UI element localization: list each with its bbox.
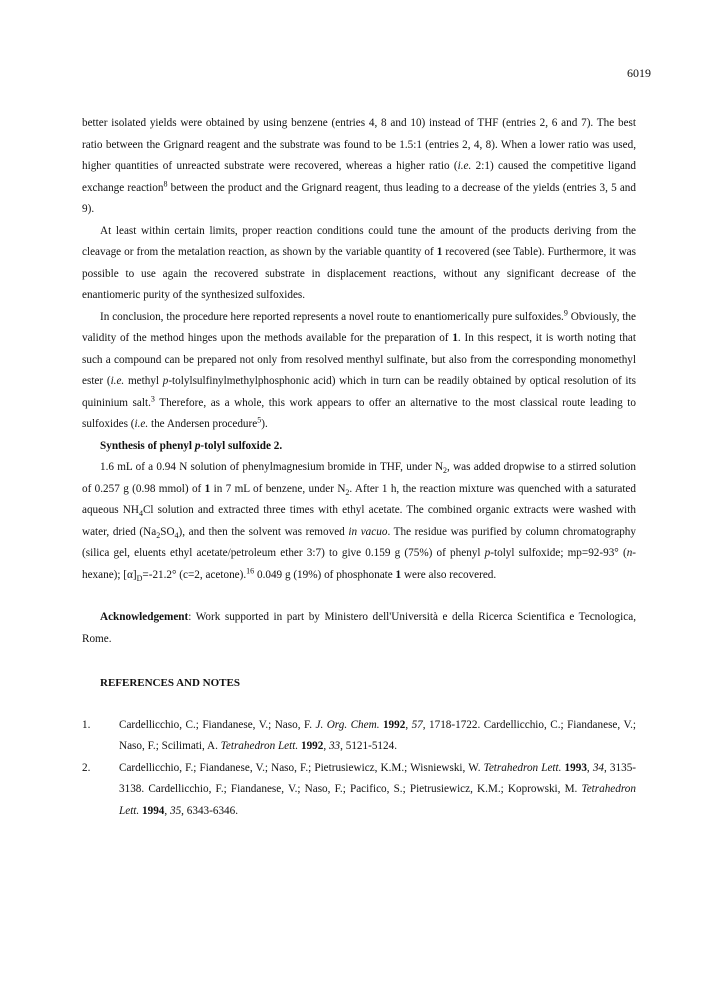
paragraph-experimental: 1.6 mL of a 0.94 N solution of phenylmagnesium bromide in THF, under $N_2$, was added dropwise to a stirred solution of 0.257 g (0.98 mmol) of 1 in 7 mL of benzene, under $N_2$. After 1 h, the reaction mixture was quenched with a saturated aqueous $NH_4Cl$ solution and extracted three times with ethyl acetate. The combined organic extracts were washed with water, dried $(Na_2SO_4)$, and then the solvent was removed in vacuo. The residue was purified by column chromatography (silica gel, eluents ethyl acetate/petroleum ether 3:7) to give 0.159 g (75%) of phenyl p-tolyl sulfoxide; mp=92-93° (n-hexane); $[\alpha]_D=-21.2^\circ$ (c=2, acetone).$^{16}$ 0.049 g (19%) of phosphonate 1 were also recovered. <box>82 461 637 583</box>
page-number: 6019 <box>627 66 651 80</box>
reference-number: 1. <box>82 718 91 731</box>
references-title: REFERENCES AND NOTES <box>100 677 240 689</box>
reference-text: Cardellicchio, C.; Fiandanese, V.; Naso, F. J. Org. Chem. 1992, 57, 1718-1722. Cardellicchio, C.; Fiandanese, V.; Naso, F.; Scilimati, A. Tetrahedron Lett. 1992, 33, 5121-5124. <box>119 718 636 752</box>
reference-item-1 <box>82 715 636 758</box>
paragraph-yields: better isolated yields were obtained by using benzene (entries 4, 8 and 10) instead of THF (entries 2, 6 and 7). The best ratio between the Grignard reagent and the substrate was found to be 1.5:1 (entries 2, 4, 8). When a lower ratio was used, higher quantities of unreacted substrate were recovered, whereas a higher ratio (i.e. 2:1) caused the competitive ligand exchange reaction$^8$ between the product and the Grignard reagent, thus leading to a decrease of the yields (entries 3, 5 and 9). <box>82 117 636 215</box>
paragraph-conclusion: In conclusion, the procedure here reported represents a novel route to enantiomerically pure sulfoxides.$^9$ Obviously, the validity of the method hinges upon the methods available for the preparation of 1. In this respect, it is worth noting that such a compound can be prepared not only from resolved menthyl sulfinate, but also from the corresponding monomethyl ester (i.e. methyl p-tolylsulfinylmethylphosphonic acid) which in turn can be readily obtained by optical resolution of its quininium salt.$^3$ Therefore, as a whole, this work appears to offer an alternative to the most classical route leading to sulfoxides (i.e. the Andersen procedure$^5$). <box>82 307 637 430</box>
section-heading-synthesis: Synthesis of phenyl p-tolyl sulfoxide 2. <box>100 439 283 452</box>
reference-text: Cardellicchio, F.; Fiandanese, V.; Naso, F.; Pietrusiewicz, K.M.; Wisniewski, W. Tetrahedron Lett. 1993, 34, 3135-3138. Cardellicchio, F.; Fiandanese, V.; Naso, F.; Pacifico, S.; Pietrusiewicz, K.M.; Koprowski, M. Tetrahedron Lett. 1994, 35, 6343-6346. <box>119 761 637 817</box>
paragraph-reaction-conditions: At least within certain limits, proper reaction conditions could tune the amount of the products deriving from the cleavage or from the metalation reaction, as shown by the variable quantity of 1 recovered (see Table). Furthermore, it was possible to use again the recovered substrate in displacement reactions, without any significant decrease of the enantiomeric purity of the synthesized sulfoxides. <box>82 224 636 301</box>
article-body <box>82 113 636 822</box>
reference-item-2 <box>82 758 636 823</box>
reference-number: 2. <box>82 761 91 774</box>
acknowledgement-label: Acknowledgement <box>100 611 189 623</box>
acknowledgement: Acknowledgement: Work supported in part by Ministero dell'Università e della Ricerca Scientifica e Tecnologica, Rome. <box>82 611 636 645</box>
